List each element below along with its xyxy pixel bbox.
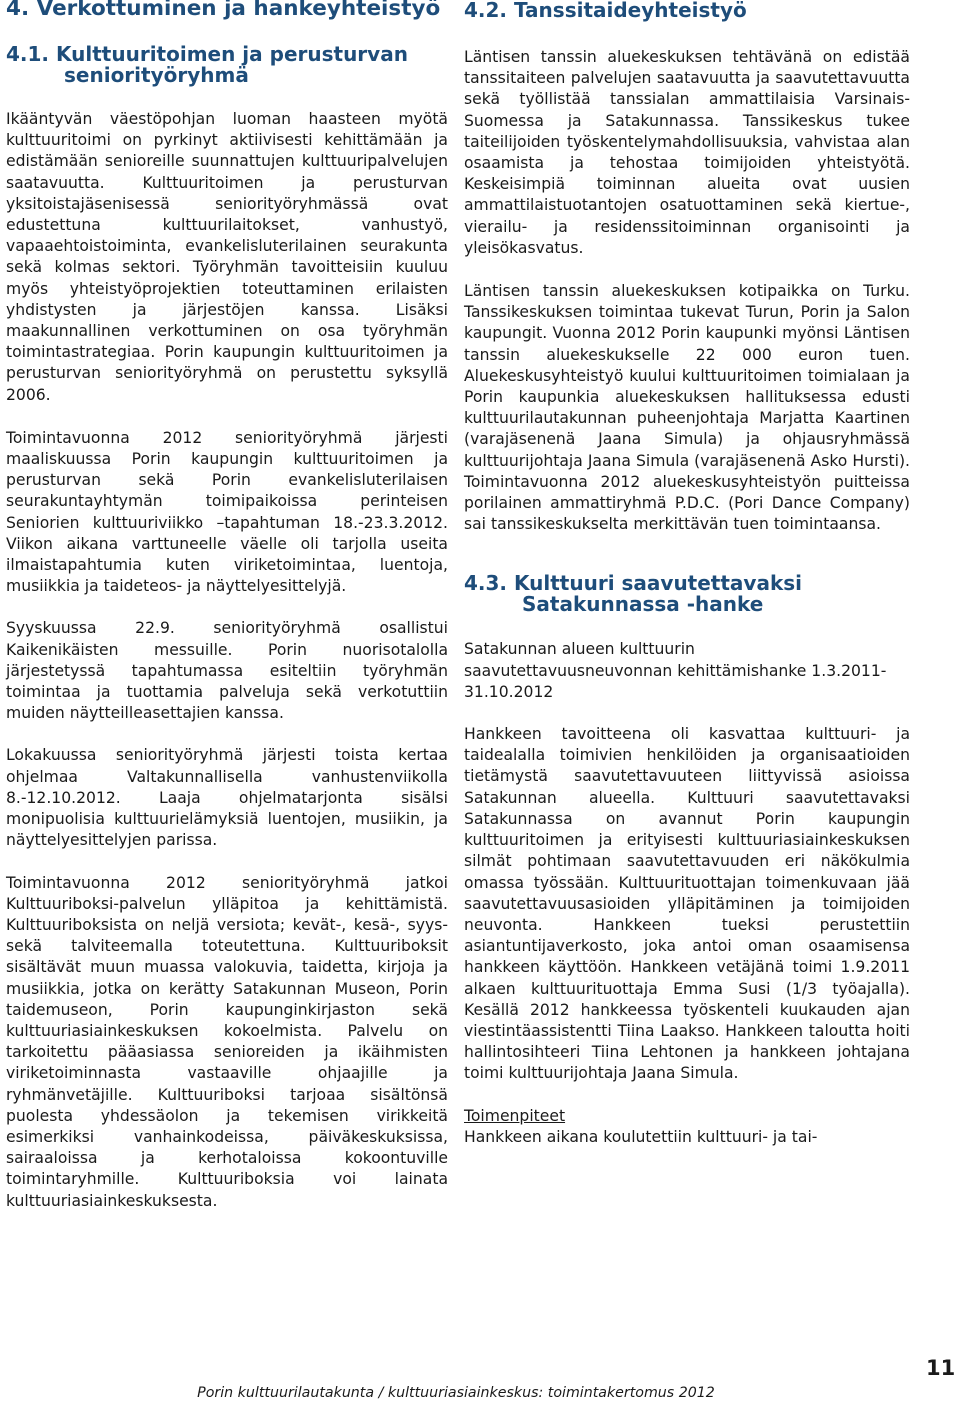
- section-heading-4-1: 4.1. Kulttuuritoimen ja perusturvan seniorityöryhmä: [6, 42, 408, 87]
- paragraph: Hankkeen tavoitteena oli kasvattaa kulttuuri- ja taidealalla toimivien henkilöiden ja organisaatioiden tietämystä saavutettavuuteen liittyvissä asioissa Satakunnan alueella. Kulttuuri saavutettavaksi Satakunnassa on avannut Porin kaupungin kulttuuritoimen ja erityisesti kulttuuriasiainkeskuksen silmät pohtimaan saavutettavuuden eri näkökulmia omassa työssään. Kulttuurituottajan toimenkuvaan jää saavutettavuusasioiden ylläpitäminen ja toimijoiden neuvonta. Hankkeen tueksi perustettiin asiantuntijaverkosto, joka antoi oman osaamisensa hankkeen käyttöön. Hankkeen vetäjänä toimi 1.9.2011 alkaen kulttuurituottaja Emma Susi (1/3 työajalla). Kesällä 2012 hankkeessa työskenteli kuukauden ajan viestintäassistentti Tiina Laakso. Hankkeen taloutta hoiti hallintosihteeri Tiina Lehtonen ja hankkeen johtajana toimi kulttuurijohtaja Jaana Simula.: [464, 725, 910, 1083]
- section-heading-4-3: [464, 573, 910, 615]
- page-footer: Porin kulttuurilautakunta / kulttuuriasiainkeskus: toimintakertomus 2012: [197, 1385, 715, 1401]
- paragraph: Toimintavuonna 2012 seniorityöryhmä järjesti maaliskuussa Porin kaupungin kulttuuritoimen ja perusturvan sekä Porin evankelisluterilaisen seurakuntayhtymän toimipaikoissa perinteisen Seniorien kulttuuriviikko –tapahtuman 18.-23.3.2012. Viikon aikana varttuneelle väelle oli tarjolla useita ilmaistapahtumia kuten viriketoimintaa, luentoja, musiikkia ja taideteos- ja näyttelyesittelyjä.: [6, 428, 448, 596]
- paragraph: Hankkeen aikana koulutettiin kulttuuri- ja tai-: [464, 1127, 818, 1146]
- left-column: [6, 0, 448, 1212]
- paragraph: Satakunnan alueen kulttuurin saavutettavuusneuvonnan kehittämishanke 1.3.2011-31.10.2012: [464, 640, 887, 701]
- paragraph: Lokakuussa seniorityöryhmä järjesti toista kertaa ohjelmaa Valtakunnallisella vanhustenviikolla 8.-12.10.2012. Laaja ohjelmatarjonta sisälsi monipuolisia kulttuurielämyksiä luentojen, musiikin, ja näyttelyesittelyjen parissa.: [6, 746, 448, 850]
- chapter-heading: 4. Verkottuminen ja hankeyhteistyö: [6, 0, 441, 21]
- section-heading-4-3-line1: 4.3. Kulttuuri saavutettavaksi: [464, 571, 803, 596]
- paragraph: Syyskuussa 22.9. seniorityöryhmä osallistui Kaikenikäisten messuille. Porin nuorisotalolla järjestetyssä tapahtumassa esiteltiin työryhmän toimintaa ja tuottamia palveluja sekä verkotuttiin muiden näytteilleasettajien kanssa.: [6, 619, 448, 723]
- page-number: 11: [926, 1356, 956, 1380]
- paragraph: Toimintavuonna 2012 seniorityöryhmä jatkoi Kulttuuriboksi-palvelun ylläpitoa ja kehittämistä. Kulttuuriboksista on neljä versiota; kevät-, kesä-, syys- sekä talviteemalla toteutettuna. Kulttuuriboksit sisältävät muun muassa valokuvia, taidetta, kirjoja ja musiikkia, jotka on kerätty Satakunnan Museon, Porin taidemuseon, Porin kaupunginkirjaston sekä kulttuuriasiainkeskuksen kokoelmista. Palvelu on tarkoitettu pääasiassa senioreiden ja ikäihmisten viriketoiminnasta vastaaville ohjaajille ja ryhmänvetäjille. Kulttuuriboksi tarjoaa sisältönsä puolesta yhdessäolon ja tekemisen virikkeitä esimerkiksi vanhainkodeissa, päiväkeskuksissa, sairaaloissa ja kerhotaloissa kokoontuville toimintaryhmille. Kulttuuriboksia voi lainata kulttuuriasiainkeskuksesta.: [6, 873, 448, 1210]
- paragraph: Läntisen tanssin aluekeskuksen tehtävänä on edistää tanssitaiteen palvelujen saatavuutta ja saavutettavuutta sekä työllistää tanssialan ammattilaisia Varsinais-Suomessa ja Satakunnassa. Tanssikeskus tukee taiteilijoiden työskentelymahdollisuuksia, vahvistaa alan osaamista ja tehostaa toimijoiden yhteistyötä. Keskeisimpiä toiminnan alueita ovat uusien ammattilaistuotantojen osatuottaminen sekä kiertue-, vierailu- ja residenssitoiminnan organisointi ja yleisökasvatus.: [464, 48, 910, 257]
- subheading-measures: Toimenpiteet: [464, 1106, 566, 1125]
- paragraph: Läntisen tanssin aluekeskuksen kotipaikka on Turku. Tanssikeskuksen toimintaa tukevat Turun, Porin ja Salon kaupungit. Vuonna 2012 Porin kaupunki myönsi Läntisen tanssin aluekeskukselle 22 000 euron tuen. Aluekeskusyhteistyö kuului kulttuuritoimen toimialaan ja Porin kaupunkia aluekeskuksen hallituksessa edusti kulttuurilautakunnan puheenjohtaja Marjatta Kaartinen (varajäsenenä Jaana Simula) ja ohjausryhmässä kulttuurijohtaja Jaana Simula (varajäsenenä Asko Hursti). Toimintavuonna 2012 aluekeskusyhteistyön puitteissa porilainen ammattiryhmä P.D.C. (Pori Dance Company) sai tanssikeskukselta merkittävän tuen toimintaansa.: [464, 282, 910, 534]
- right-column: [464, 0, 910, 1148]
- section-heading-4-2: 4.2. Tanssitaideyhteistyö: [464, 0, 747, 22]
- paragraph: Ikääntyvän väestöpohjan luoman haasteen myötä kulttuuritoimi on pyrkinyt aktiivisesti kehittämään ja edistämään senioreille suunnattujen kulttuuripalvelujen saatavuutta. Kulttuuritoimen ja perusturvan yksitoistajäsenisessä seniorityöryhmässä ovat edustettuna kulttuurilaitokset, vanhustyö, vapaaehtoistoiminta, evankelisluterilainen seurakunta sekä kolmas sektori. Työryhmän tavoitteisiin kuuluu myös yhteistyöprojektien toteuttaminen erilaisten yhdistysten ja järjestöjen kanssa. Lisäksi maakunnallinen verkottuminen on osa työryhmän toimintastrategiaa. Porin kaupungin kulttuuritoimen ja perusturvan seniorityöryhmä on perustettu syksyllä 2006.: [6, 110, 448, 404]
- section-heading-4-3-line2: Satakunnassa -hanke: [522, 592, 764, 617]
